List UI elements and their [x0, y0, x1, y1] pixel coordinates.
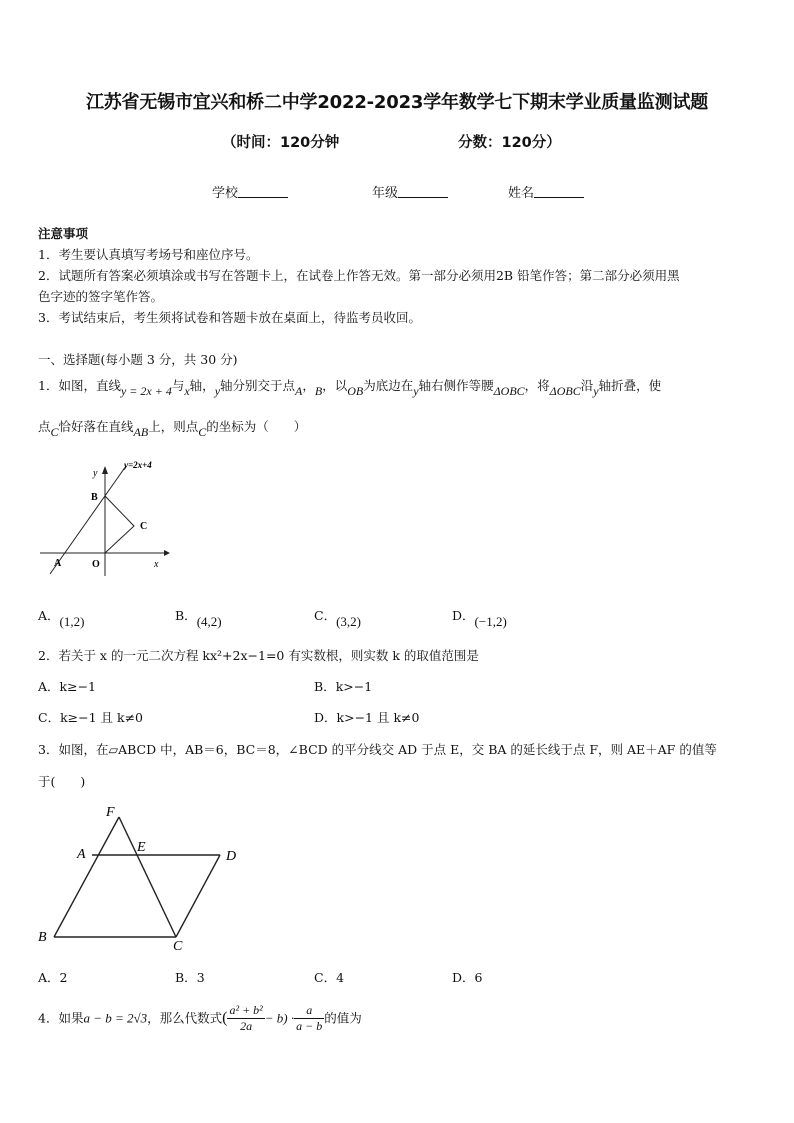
fig1-label-a: A: [54, 558, 62, 569]
q2-stem: 2．若关于 x 的一元二次方程 kx²+2x−1=0 有实数根，则实数 k 的取值范围是: [38, 648, 479, 663]
q2-option-b[interactable]: B．k>−1: [314, 679, 373, 694]
line-label: y=2x+4: [124, 460, 152, 470]
notice-heading: 注意事项: [38, 226, 89, 241]
segment-bf: [54, 817, 119, 937]
page-title: 江苏省无锡市宜兴和桥二中学2022-2023学年数学七下期末学业质量监测试题: [85, 92, 709, 113]
q1-stem-line1: 1．如图，直线y = 2x + 4与x轴，y轴分别交于点A，B，以OB为底边在y轴右侧作等腰ΔOBC，将ΔOBC沿y轴折叠，使: [38, 378, 662, 398]
q2-option-a[interactable]: A．k≥−1: [38, 679, 97, 694]
q3-figure: [36, 800, 246, 952]
q3-stem-line1: 3．如图，在▱ABCD 中，AB＝6，BC＝8，∠BCD 的平分线交 AD 于点 E，交 BA 的延长线于点 F，则 AE＋AF 的值等: [38, 742, 717, 757]
q4-fraction-2: $\frac{a}{a - b}$: [296, 1003, 323, 1033]
grade-label: 年级: [372, 186, 399, 201]
q3-stem-line2: 于( ): [38, 774, 86, 789]
fig1-label-x: x: [154, 559, 159, 570]
q1-figure: [36, 456, 172, 582]
fig1-label-b: B: [91, 492, 98, 503]
q1-stem-line2: 点C恰好落在直线AB上，则点C的坐标为（ ）: [38, 419, 307, 439]
q3-option-c[interactable]: C．4: [314, 970, 345, 985]
q3-option-d[interactable]: D．6: [452, 970, 483, 985]
line-ab: [50, 466, 126, 574]
fig3-label-f: F: [106, 805, 115, 820]
notice-item-2-cont: 色字迹的签字笔作答。: [38, 289, 164, 304]
segment-fc: [119, 817, 176, 937]
q3-option-b[interactable]: B．3: [175, 970, 205, 985]
notice-item-3: 3．考试结束后，考生须将试卷和答题卡放在桌面上，待监考员收回。: [38, 310, 421, 325]
q1-option-d[interactable]: D．(−1,2): [452, 608, 507, 629]
q3-option-a[interactable]: A．2: [38, 970, 68, 985]
school-field[interactable]: [212, 182, 288, 201]
fig3-label-d: D: [226, 849, 237, 864]
notice-item-2: 2．试题所有答案必须填涂或书写在答题卡上，在试卷上作答无效。第一部分必须用2B 铅笔作答；第二部分必须用黑: [38, 268, 680, 283]
school-label: 学校: [212, 186, 239, 201]
grade-field[interactable]: [372, 182, 448, 201]
segment-dc: [176, 855, 220, 937]
q1-option-c[interactable]: C．(3,2): [314, 608, 361, 629]
y-axis-arrow: [102, 466, 108, 474]
name-blank[interactable]: [534, 185, 584, 198]
q1-option-b[interactable]: B．(4,2): [175, 608, 222, 629]
q4-fraction-1: $\frac{\text{a² + b²}}{2a}$: [229, 1003, 263, 1033]
fig3-label-b: B: [38, 930, 47, 945]
name-field[interactable]: [508, 182, 584, 201]
section-heading: 一、选择题(每小题 3 分，共 30 分): [38, 352, 238, 367]
name-label: 姓名: [508, 186, 535, 201]
fig1-label-y: y: [93, 468, 98, 479]
triangle-obc: [105, 496, 134, 553]
q1-option-a[interactable]: A．(1,2): [38, 608, 85, 629]
q2-option-c[interactable]: C．k≥−1 且 k≠0: [38, 710, 144, 725]
q4-stem: 4．如果a − b = 2√3，那么代数式( $\frac{\text{a² + b²}}{2a}$ − b) · $\frac{a}{a - b}$ 的值为: [38, 1003, 362, 1033]
x-axis-arrow: [164, 550, 170, 556]
total-score: 分数：120分）: [458, 135, 561, 151]
fig3-label-a: A: [77, 847, 86, 862]
fig1-label-c: C: [140, 521, 148, 532]
grade-blank[interactable]: [398, 185, 448, 198]
time-limit: （时间：120分钟: [222, 135, 340, 151]
fig3-label-c: C: [173, 939, 183, 952]
q2-option-d[interactable]: D．k>−1 且 k≠0: [314, 710, 420, 725]
fig1-label-o: O: [92, 559, 100, 570]
school-blank[interactable]: [238, 185, 288, 198]
notice-item-1: 1．考生要认真填写考场号和座位序号。: [38, 247, 259, 262]
fig3-label-e: E: [137, 840, 146, 855]
